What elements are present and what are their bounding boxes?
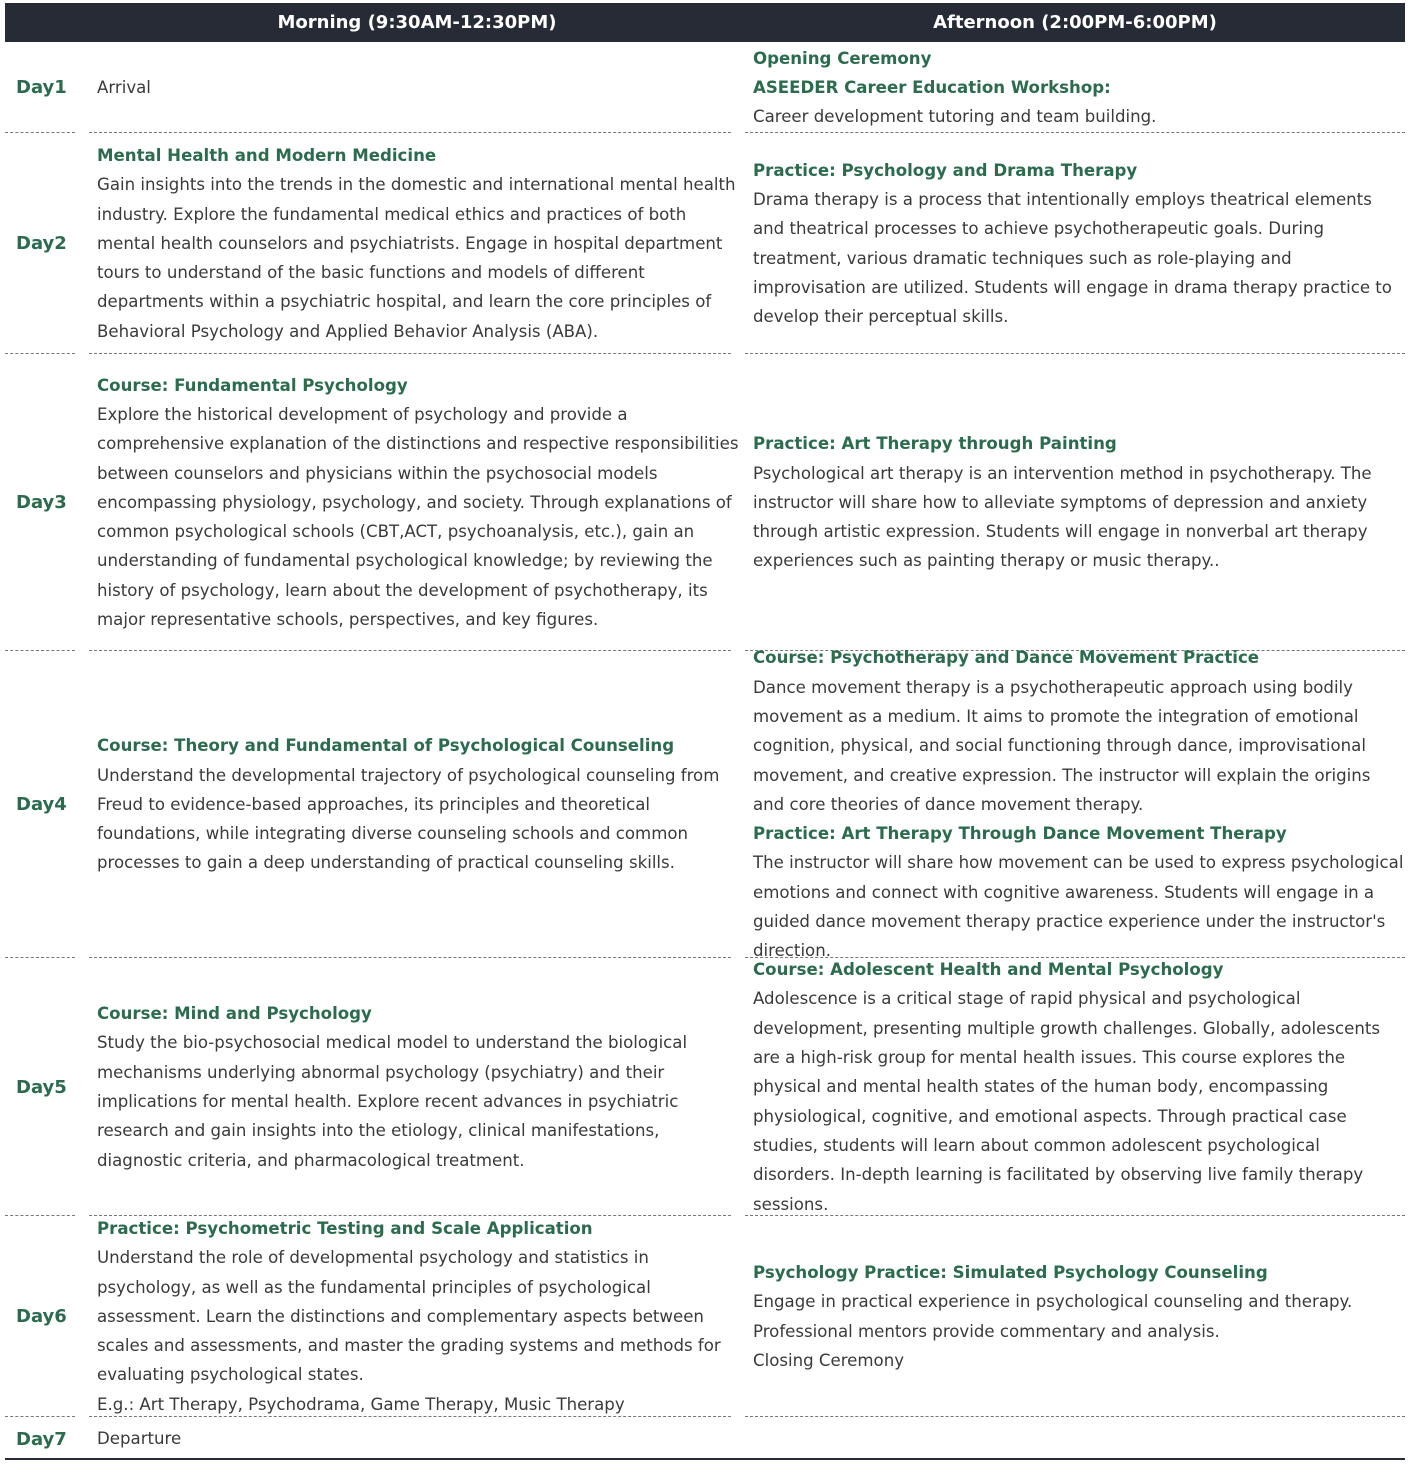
session-title: Course: Psychotherapy and Dance Movement Practice [753, 648, 1260, 668]
session-description: Career development tutoring and team building. [753, 107, 1157, 127]
session-description: E.g.: Art Therapy, Psychodrama, Game Therapy, Music Therapy [97, 1394, 625, 1414]
session-description: Closing Ceremony [753, 1350, 905, 1370]
morning-cell [89, 1417, 745, 1461]
session-title: Opening Ceremony [753, 48, 932, 68]
morning-cell [89, 651, 745, 958]
day-label: Day7 [16, 1428, 67, 1450]
afternoon-cell [745, 354, 1405, 651]
session-title: Practice: Psychometric Testing and Scale Application [97, 1218, 593, 1238]
bottom-rule [5, 1458, 1405, 1460]
session-title: Course: Adolescent Health and Mental Psychology [753, 960, 1224, 980]
day-row [5, 958, 1405, 1216]
day-label: Day3 [16, 492, 67, 513]
session-description: Study the bio-psychosocial medical model to understand the biological mechanisms underlying abnormal psychology (psychiatry) and their implications for mental health. Explore recent advances in psychiatric research and gain insights into the etiology, clinical manifestations, diagnostic criteria, and pharmacological treatment. [97, 1033, 688, 1170]
afternoon-cell [745, 133, 1405, 354]
session-title: Course: Fundamental Psychology [97, 375, 408, 395]
session-title: Course: Theory and Fundamental of Psychological Counseling [97, 736, 675, 756]
morning-cell [89, 133, 745, 354]
schedule-table [5, 3, 1405, 1461]
day-label: Day4 [16, 794, 67, 815]
session-title: Course: Mind and Psychology [97, 1004, 372, 1024]
day-row [5, 648, 1405, 961]
session-title: Psychology Practice: Simulated Psychology Counseling [753, 1262, 1268, 1282]
afternoon-cell [745, 1417, 1405, 1461]
day-row [5, 1417, 1405, 1461]
session-description: Explore the historical development of psychology and provide a comprehensive explanation of the distinctions and respective responsibilities between counselors and physicians within the psychosocial models encompassing physiology, psychology, and society. Through explanations of common psychological schools (CBT,ACT, psychoanalysis, etc.), gain an understanding of fundamental psychological knowledge; by reviewing the history of psychology, learn about the development of psychotherapy, its major representative schools, perspectives, and key figures. [97, 404, 739, 630]
header-afternoon: Afternoon (2:00PM-6:00PM) [933, 12, 1217, 33]
day-label: Day6 [16, 1306, 67, 1327]
session-title: Practice: Art Therapy through Painting [753, 434, 1117, 454]
day-label: Day5 [16, 1076, 67, 1098]
session-description: Understand the role of developmental psychology and statistics in psychology, as well as the fundamental principles of psychological assessment. Learn the distinctions and complementary aspects between scales and assessments, and master the grading systems and methods for evaluating psychological states. [97, 1248, 721, 1385]
afternoon-cell [745, 42, 1405, 133]
session-title: Mental Health and Modern Medicine [97, 145, 437, 165]
session-title: ASEEDER Career Education Workshop: [753, 77, 1111, 97]
afternoon-cell [745, 648, 1405, 961]
session-description: The instructor will share how movement can be used to express psychological emotions and connect with cognitive awareness. Students will engage in a guided dance movement therapy practice experience under the instructor's direction. [753, 853, 1404, 961]
morning-cell [89, 354, 745, 651]
morning-cell [89, 1216, 745, 1417]
session-description: Engage in practical experience in psychological counseling and therapy. Professional mentors provide commentary and analysis. [753, 1292, 1353, 1341]
day-row [5, 42, 1405, 133]
session-description: Drama therapy is a process that intentionally employs theatrical elements and theatrical processes to achieve psychotherapeutic goals. During treatment, various dramatic techniques such as role-playing and improvisation are utilized. Students will engage in drama therapy practice to develop their perceptual skills. [753, 189, 1392, 327]
session-description: Dance movement therapy is a psychotherapeutic approach using bodily movement as a medium. It aims to promote the integration of emotional cognition, physical, and social functioning through dance, improvisational movement, and creative expression. The instructor will explain the origins and core theories of dance movement therapy. [753, 677, 1371, 814]
session-description: Gain insights into the trends in the domestic and international mental health industry. Explore the fundamental medical ethics and practices of both mental health counselors and psychiatrists. Engage in hospital department tours to understand of the basic functions and models of different departments within a psychiatric hospital, and learn the core principles of Behavioral Psychology and Applied Behavior Analysis (ABA). [97, 175, 736, 341]
day-label: Day1 [16, 77, 67, 98]
header-day-column [5, 3, 89, 42]
day-row [5, 133, 1405, 354]
morning-cell [89, 958, 745, 1216]
header-morning: Morning (9:30AM-12:30PM) [277, 12, 557, 33]
table-header [5, 3, 1405, 42]
session-description: Psychological art therapy is an intervention method in psychotherapy. The instructor will share how to alleviate symptoms of depression and anxiety through artistic expression. Students will engage in nonverbal art therapy experiences such as painting therapy or music therapy.. [753, 463, 1372, 571]
day-row [5, 354, 1405, 651]
afternoon-cell [745, 958, 1405, 1216]
day-row [5, 1216, 1405, 1417]
day-label: Day2 [16, 233, 67, 254]
session-description: Departure [97, 1429, 182, 1449]
session-description: Understand the developmental trajectory of psychological counseling from Freud to evidence-based approaches, its principles and theoretical foundations, while integrating diverse counseling schools and common processes to gain a deep understanding of practical counseling skills. [97, 765, 720, 873]
afternoon-cell [745, 1216, 1405, 1417]
session-description: Adolescence is a critical stage of rapid physical and psychological development, presenting multiple growth challenges. Globally, adolescents are a high-risk group for mental health issues. This course explores the physical and mental health states of the human body, encompassing physiological, cognitive, and emotional aspects. Through practical case studies, students will learn about common adolescent psychological disorders. In-depth learning is facilitated by observing live family therapy sessions. [753, 989, 1380, 1214]
session-title: Practice: Art Therapy Through Dance Movement Therapy [753, 824, 1287, 844]
session-description: Arrival [97, 77, 151, 97]
schedule-rows [5, 42, 1405, 1461]
session-title: Practice: Psychology and Drama Therapy [753, 160, 1138, 180]
morning-cell [89, 42, 745, 133]
